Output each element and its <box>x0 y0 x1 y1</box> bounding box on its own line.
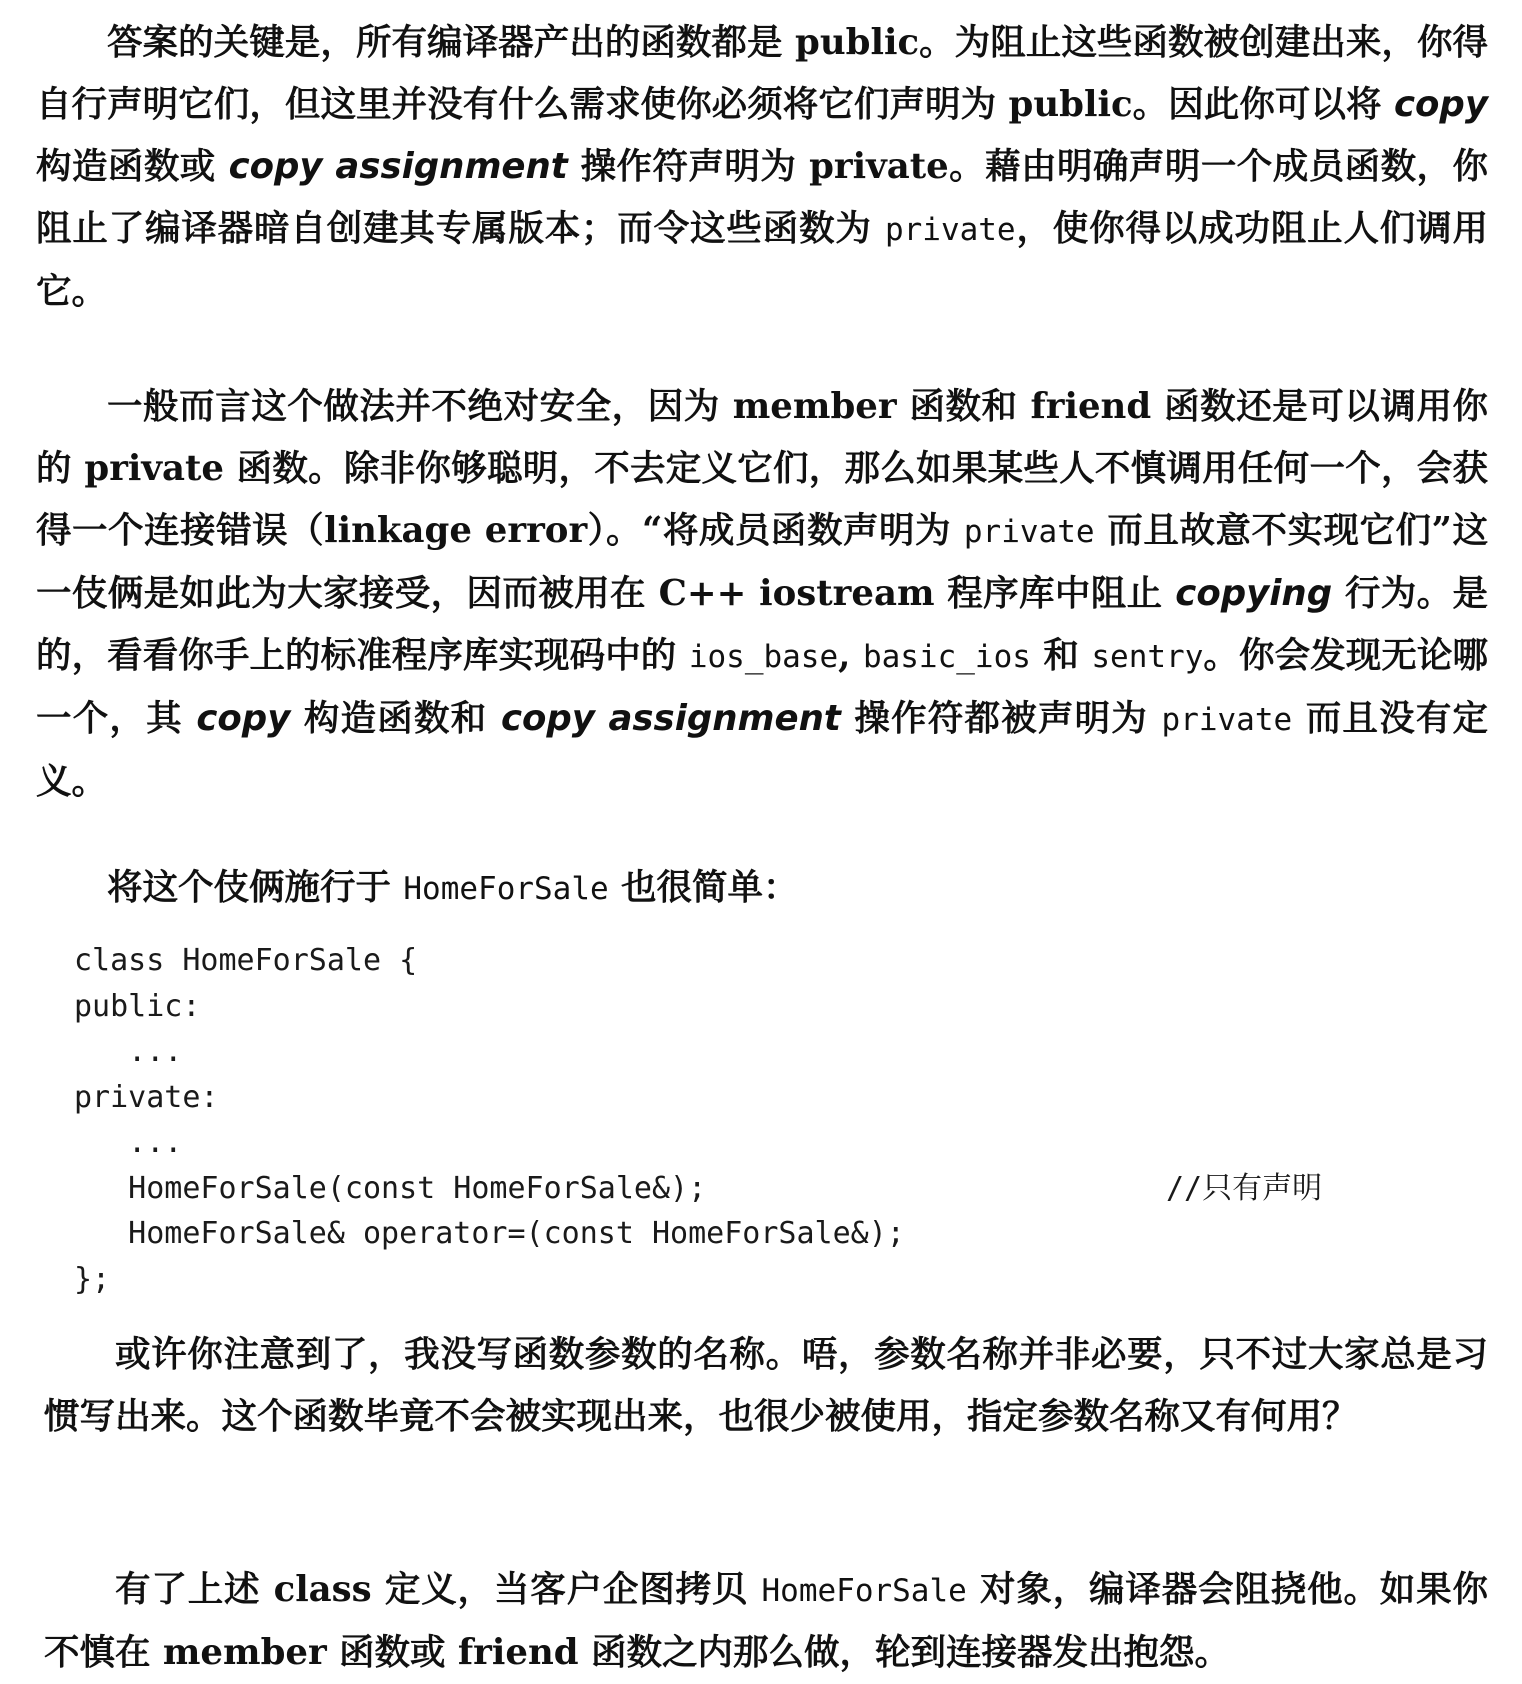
text-run: 一般而言这个做法并不绝对安全，因为 member 函数和 friend 函数还是可以调用你的 private 函数。除非你够聪明，不去定义它们，那么如果某些人不慎调用任何一个，会获得一个连接错误（linkage error）。“将成员函数声明为 <box>36 386 1488 551</box>
code-line: }; <box>74 1261 111 1297</box>
inline-code: private <box>963 514 1095 550</box>
text-run: 而且故意不实现它们”这一伎俩是如此为大家接受，因而被用在 C++ iostream 程序库中阻止 <box>36 510 1488 614</box>
italic-term: copy <box>196 698 291 739</box>
code-line: HomeForSale& operator=(const HomeForSale&); <box>74 1216 905 1251</box>
text-run: 也很简单： <box>608 867 799 908</box>
text-run: 构造函数和 <box>290 698 501 739</box>
italic-term: copy assignment <box>500 698 841 739</box>
text-run: 操作符声明为 private。藉由明确声明一个成员函数，你阻止了编译器暗自创建其专属版本；而令这些函数为 <box>36 146 1488 249</box>
inline-code: sentry <box>1091 639 1204 675</box>
paragraph-1 <box>36 12 1488 323</box>
code-line-with-comment <box>74 1166 1374 1212</box>
text-run: 有了上述 class 定义，当客户企图拷贝 <box>115 1569 762 1610</box>
code-line: private: <box>74 1079 219 1115</box>
text-run: 将这个伎俩施行于 <box>107 867 404 908</box>
text-run: 对象，编译器会阻挠他。如果你不慎在 member 函数或 friend 函数之内那么做，轮到连接器发出抱怨。 <box>44 1569 1488 1673</box>
text-run: 答案的关键是，所有编译器产出的函数都是 public。为阻止这些函数被创建出来，你得自行声明它们，但这里并没有什么需求使你必须将它们声明为 public。因此你可以将 <box>36 22 1488 125</box>
text-run: 或许你注意到了，我没写函数参数的名称。唔，参数名称并非必要，只不过大家总是习惯写出来。这个函数毕竟不会被实现出来，也很少被使用，指定参数名称又有何用？ <box>44 1334 1488 1437</box>
code-block <box>74 938 1374 1302</box>
code-comment: //只有声明 <box>1166 1170 1323 1206</box>
italic-term: copy assignment <box>228 146 568 187</box>
inline-code: HomeForSale <box>761 1573 967 1609</box>
text-run: 操作符都被声明为 <box>840 698 1162 739</box>
paragraph-4 <box>44 1324 1488 1448</box>
code-line: class HomeForSale { <box>74 943 418 978</box>
text-run: 和 <box>1030 635 1092 676</box>
text-run: ，使你得以成功阻止人们调用它。 <box>36 208 1488 312</box>
italic-term: copy <box>1394 84 1488 125</box>
text-run: 构造函数或 <box>36 146 229 187</box>
inline-code: private <box>884 212 1016 248</box>
code-line: ... <box>74 1125 183 1160</box>
text-run: , <box>838 635 863 676</box>
inline-code: ios_base <box>688 639 839 675</box>
text-run: 行为。是的，看看你手上的标准程序库实现码中的 <box>36 573 1488 676</box>
inline-code: HomeForSale <box>403 871 609 907</box>
code-line: public: <box>74 988 201 1024</box>
code-line: ... <box>74 1034 183 1069</box>
text-run: 而且没有定义。 <box>36 698 1489 802</box>
inline-code: private <box>1161 702 1293 738</box>
inline-code: basic_ios <box>862 639 1031 675</box>
italic-term: copying <box>1175 573 1333 614</box>
text-run: 。你会发现无论哪一个，其 <box>36 635 1488 739</box>
paragraph-2 <box>36 376 1488 813</box>
code-line: HomeForSale(const HomeForSale&); <box>74 1170 707 1206</box>
paragraph-3 <box>36 857 1488 920</box>
paragraph-5 <box>44 1559 1488 1684</box>
